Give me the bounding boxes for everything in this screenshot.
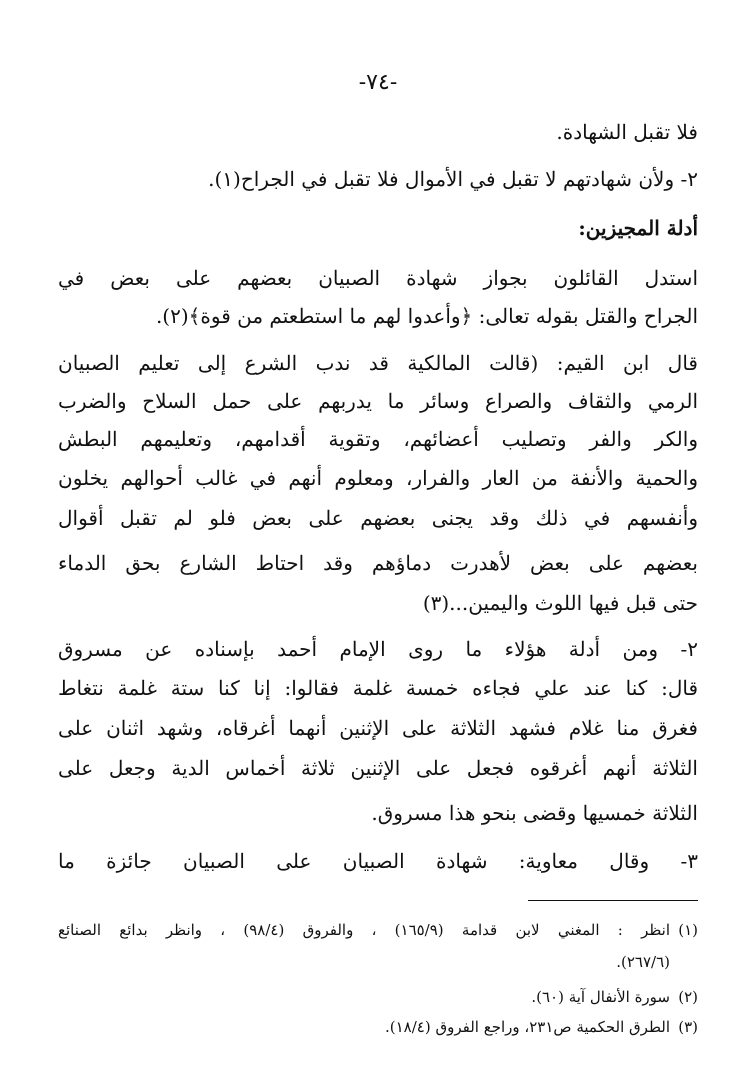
footnote-number: (١) bbox=[678, 921, 698, 939]
footnote-text: انظر : المغني لابن قدامة (١٦٥/٩) ، والفروق (٩٨/٤) ، وانظر بدائع الصنائع bbox=[58, 921, 670, 939]
text-line: ٣- وقال معاوية: شهادة الصبيان على الصبيان جائزة ما bbox=[58, 849, 698, 873]
text-line: بعضهم على بعض لأهدرت دماؤهم وقد احتاط الشارع بحق الدماء bbox=[58, 551, 698, 575]
text-line: حتى قبل فيها اللوث واليمين...(٣) bbox=[422, 591, 698, 615]
text-line: الرمي والثقاف والصراع وسائر ما يدربهم على حمل السلاح والضرب bbox=[58, 389, 698, 413]
text-line: الثلاثة خمسيها وقضى بنحو هذا مسروق. bbox=[371, 801, 698, 825]
footnote bbox=[58, 918, 698, 942]
text-line: ٢- ومن أدلة هؤلاء ما روى الإمام أحمد بإسناده عن مسروق bbox=[58, 637, 698, 661]
page-number: -٧٤- bbox=[358, 70, 398, 95]
text-line: قال ابن القيم: (قالت المالكية قد ندب الشرع إلى تعليم الصبيان bbox=[58, 351, 698, 375]
footnote bbox=[58, 985, 698, 1009]
text-line: وأنفسهم في ذلك وقد يجنى بعضهم على بعض فلو لم تقبل أقوال bbox=[58, 506, 698, 530]
footnote-text: سورة الأنفال آية (٦٠). bbox=[531, 988, 670, 1006]
footnote-number: (٣) bbox=[678, 1018, 698, 1036]
footnote-continuation: (٢٦٧/٦). bbox=[616, 953, 670, 971]
text-line: استدل القائلون بجواز شهادة الصبيان بعضهم على بعض في bbox=[58, 266, 698, 290]
footnote-number: (٢) bbox=[678, 988, 698, 1006]
text-line: والكر والفر وتصليب أعضائهم، وتقوية أقدامهم، وتعليمهم البطش bbox=[58, 427, 698, 451]
footnote bbox=[58, 1015, 698, 1039]
section-heading: أدلة المجيزين: bbox=[578, 216, 698, 240]
document-page bbox=[58, 0, 698, 1079]
text-line: الجراح والقتل بقوله تعالى: ﴿وأعدوا لهم ما استطعتم من قوة﴾(٢). bbox=[155, 304, 698, 328]
text-line: فغرق منا غلام فشهد الثلاثة على الإثنين أنهما أغرقاه، وشهد اثنان على bbox=[58, 716, 698, 740]
text-line: والحمية والأنفة من العار والفرار، ومعلوم أنهم في غالب أحوالهم يخلون bbox=[58, 466, 698, 490]
text-line: ٢- ولأن شهادتهم لا تقبل في الأموال فلا تقبل في الجراح(١). bbox=[208, 167, 698, 191]
text-line: قال: كنا عند علي فجاءه خمسة غلمة فقالوا: إنا كنا ستة غلمة نتغاط bbox=[58, 676, 698, 700]
text-line: فلا تقبل الشهادة. bbox=[556, 120, 698, 144]
footnote-divider bbox=[528, 900, 698, 901]
text-line: الثلاثة أنهم أغرقوه فجعل على الإثنين ثلاثة أخماس الدية وجعل على bbox=[58, 756, 698, 780]
footnote-text: الطرق الحكمية ص٢٣١، وراجع الفروق (١٨/٤). bbox=[384, 1018, 670, 1036]
